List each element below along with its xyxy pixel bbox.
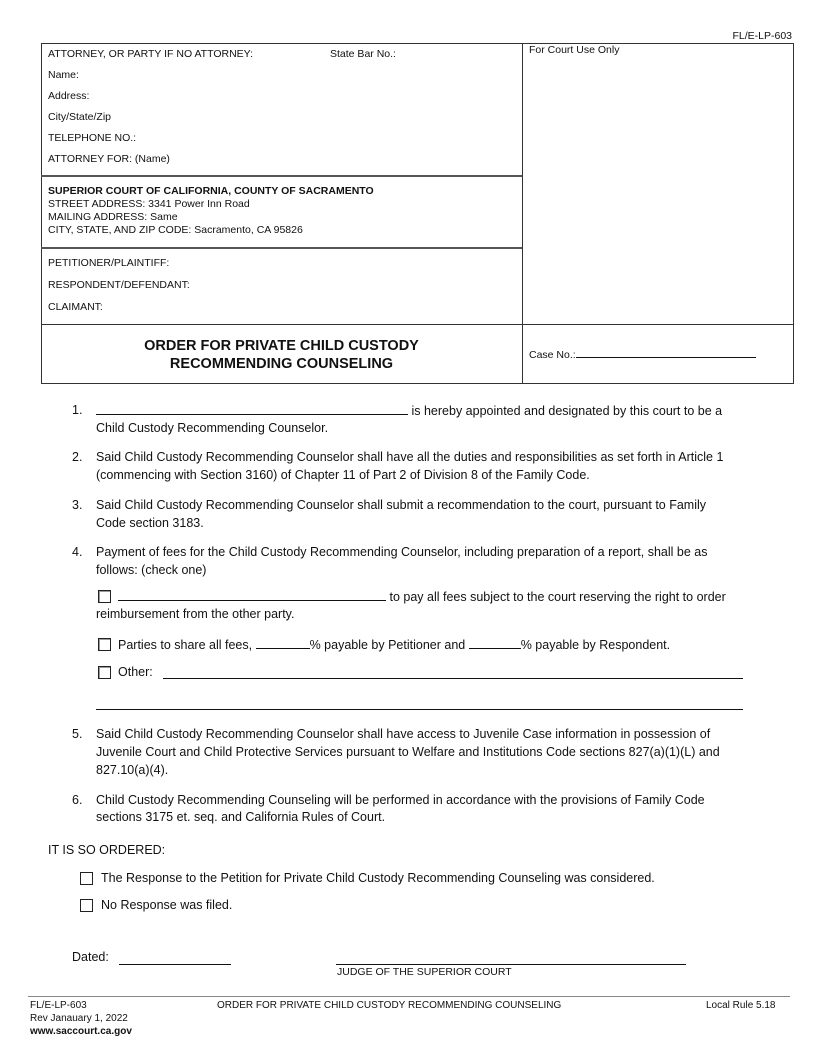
dated-label: Dated: [72, 950, 109, 964]
court-use-label: For Court Use Only [529, 44, 620, 56]
name-label: Name: [48, 69, 79, 81]
response-considered-label: The Response to the Petition for Private Child Custody Recommending Counseling was considered. [101, 871, 655, 885]
fee-option-text: % payable by Respondent. [520, 638, 671, 652]
item-number: 2. [72, 450, 83, 464]
footer-form-id: FL/E-LP-603 [30, 1000, 87, 1011]
item-3-text: Said Child Custody Recommending Counselor shall submit a recommendation to the court, pursuant to Family [96, 498, 707, 512]
no-response-checkbox[interactable] [80, 899, 93, 912]
item-number: 1. [72, 403, 83, 417]
item-6-text: Child Custody Recommending Counseling will be performed in accordance with the provisions of Family Code [96, 793, 705, 807]
no-response-label: No Response was filed. [101, 898, 233, 912]
item-2-text: (commencing with Section 3160) of Chapter 11 of Part 2 of Division 8 of the Family Code. [96, 468, 590, 482]
footer-title: ORDER FOR PRIVATE CHILD CUSTODY RECOMMENDING COUNSELING [217, 1000, 562, 1011]
form-id-top: FL/E-LP-603 [732, 30, 792, 42]
divider [522, 43, 523, 383]
attorney-for-label: ATTORNEY FOR: (Name) [48, 153, 170, 165]
so-ordered-label: IT IS SO ORDERED: [48, 843, 166, 857]
item-number: 3. [72, 498, 83, 512]
judge-label: JUDGE OF THE SUPERIOR COURT [337, 966, 512, 978]
counselor-name-field[interactable] [96, 403, 408, 415]
item-6-text: sections 3175 et. seq. and California Rules of Court. [96, 810, 386, 824]
date-field[interactable] [119, 964, 231, 965]
city-zip: CITY, STATE, AND ZIP CODE: Sacramento, CA 95826 [48, 224, 303, 236]
divider [41, 324, 793, 325]
divider [41, 247, 522, 249]
footer-revision: Rev Janauary 1, 2022 [30, 1013, 128, 1024]
fee-option-share-checkbox[interactable] [98, 638, 111, 651]
item-5-text: 827.10(a)(4). [96, 763, 169, 777]
item-number: 4. [72, 545, 83, 559]
court-name: SUPERIOR COURT OF CALIFORNIA, COUNTY OF SACRAMENTO [48, 185, 374, 197]
respondent-label: RESPONDENT/DEFENDANT: [48, 279, 190, 291]
form-title-line1: ORDER FOR PRIVATE CHILD CUSTODY [144, 338, 419, 354]
item-1-line [96, 403, 722, 418]
judge-signature-line[interactable] [336, 964, 686, 965]
fee-option-text: Parties to share all fees, [118, 638, 256, 652]
address-label: Address: [48, 90, 90, 102]
case-no-field[interactable] [529, 346, 756, 361]
state-bar-label: State Bar No.: [330, 48, 396, 60]
item-4-text: Payment of fees for the Child Custody Recommending Counselor, including preparation of a report, shall be as [96, 545, 708, 559]
other-field[interactable] [163, 678, 743, 679]
attorney-label: ATTORNEY, OR PARTY IF NO ATTORNEY: [48, 48, 253, 60]
fee-option-share-line [118, 637, 670, 652]
paying-party-field[interactable] [118, 589, 386, 601]
item-4-text: follows: (check one) [96, 563, 207, 577]
petitioner-percent-field[interactable] [256, 637, 310, 649]
fee-option-party-line [118, 589, 726, 604]
fee-option-text: to pay all fees subject to the court reserving the right to order [386, 590, 726, 604]
item-1-text: is hereby appointed and designated by this court to be a [408, 404, 723, 418]
footer-website: www.saccourt.ca.gov [30, 1026, 132, 1037]
mailing-address: MAILING ADDRESS: Same [48, 211, 178, 223]
case-no-label: Case No.: [529, 349, 576, 361]
street-address: STREET ADDRESS: 3341 Power Inn Road [48, 198, 250, 210]
footer-divider [28, 996, 790, 997]
item-number: 5. [72, 727, 83, 741]
fee-option-text: reimbursement from the other party. [96, 607, 295, 621]
item-2-text: Said Child Custody Recommending Counselor shall have all the duties and responsibilities as set forth in Article 1 [96, 450, 724, 464]
item-1-text: Child Custody Recommending Counselor. [96, 421, 329, 435]
item-5-text: Said Child Custody Recommending Counselor shall have access to Juvenile Case information in possession of [96, 727, 711, 741]
petitioner-label: PETITIONER/PLAINTIFF: [48, 257, 170, 269]
response-considered-checkbox[interactable] [80, 872, 93, 885]
other-field-continued[interactable] [96, 709, 743, 710]
respondent-percent-field[interactable] [469, 637, 521, 649]
claimant-label: CLAIMANT: [48, 301, 103, 313]
divider [41, 175, 522, 177]
item-5-text: Juvenile Court and Child Protective Services pursuant to Welfare and Institutions Code sections 827(a)(1)(L) and [96, 745, 720, 759]
form-title-line2: RECOMMENDING COUNSELING [169, 356, 394, 372]
fee-option-text: % payable by Petitioner and [309, 638, 469, 652]
telephone-label: TELEPHONE NO.: [48, 132, 137, 144]
footer-local-rule: Local Rule 5.18 [706, 1000, 776, 1011]
item-number: 6. [72, 793, 83, 807]
item-3-text: Code section 3183. [96, 516, 204, 530]
other-label: Other: [118, 665, 153, 679]
fee-option-other-checkbox[interactable] [98, 666, 111, 679]
city-label: City/State/Zip [48, 111, 112, 123]
fee-option-party-checkbox[interactable] [98, 590, 111, 603]
